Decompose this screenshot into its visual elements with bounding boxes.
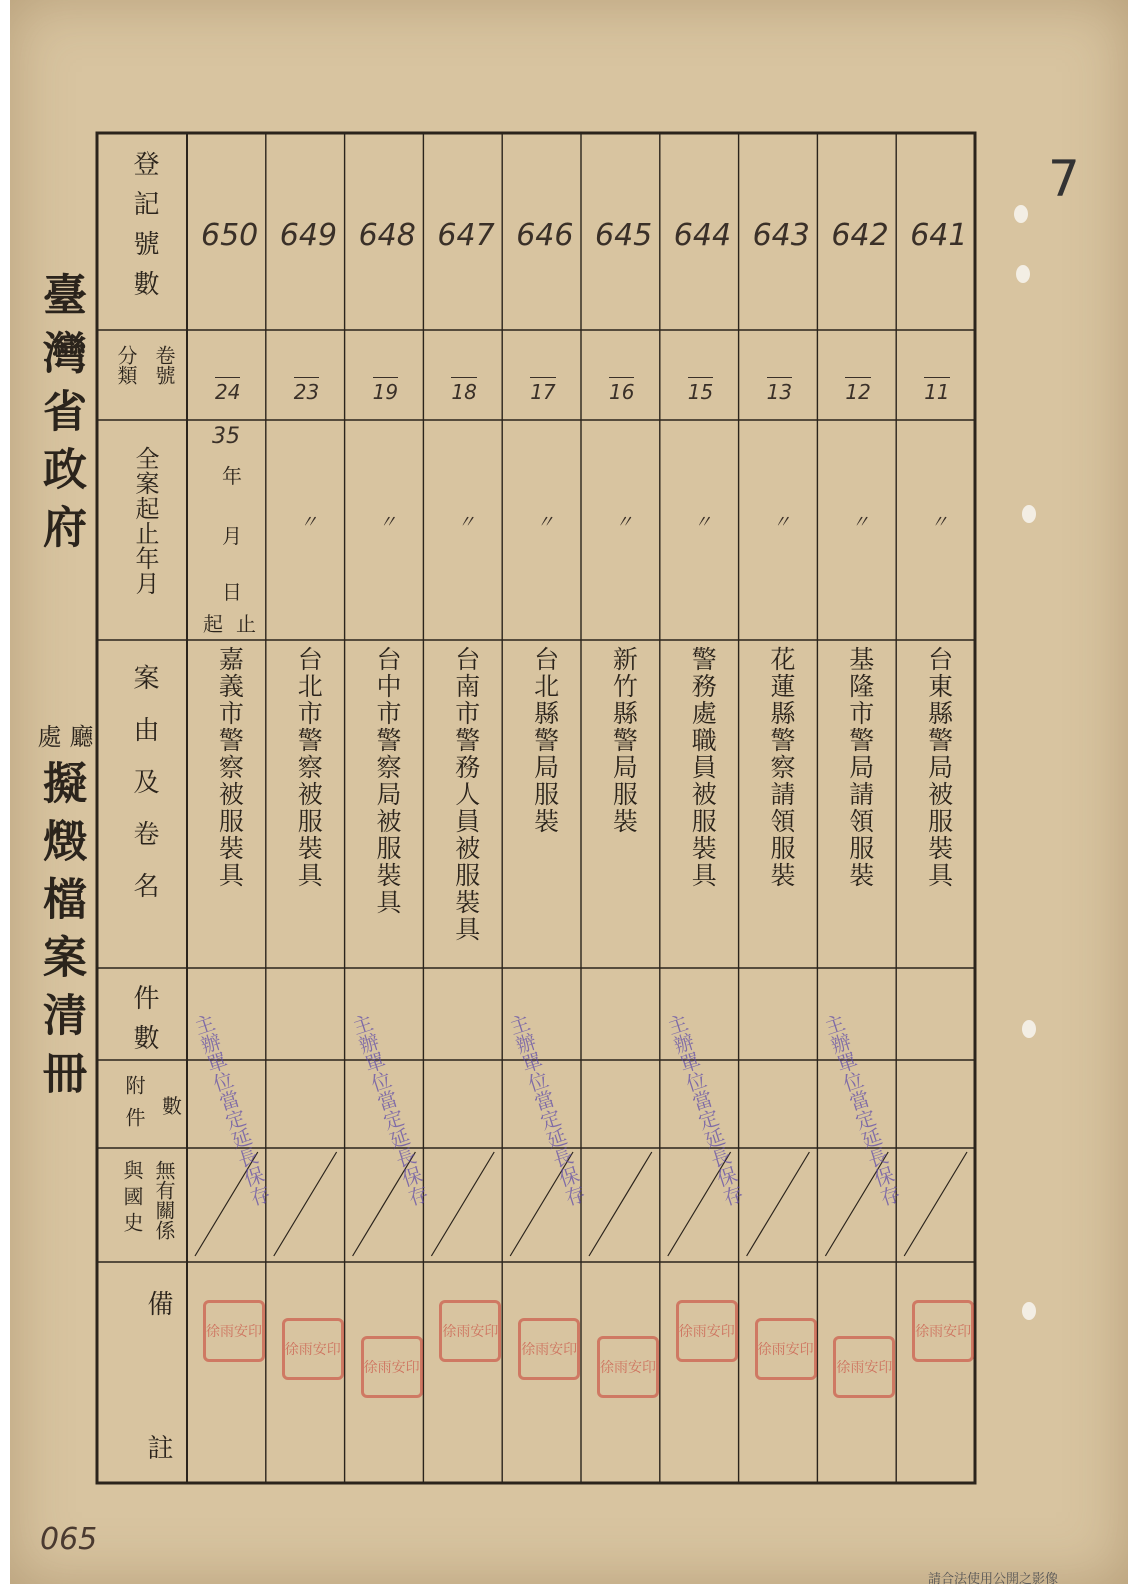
red-seal-stamp: 徐雨安印 bbox=[755, 1318, 817, 1380]
subject-text: 台北市警察被服裝具 bbox=[294, 646, 324, 889]
subject-text: 台南市警務人員被服裝具 bbox=[451, 646, 481, 943]
blue-retention-stamp: 主辦單位當定延長保存 bbox=[661, 1011, 747, 1209]
registration-no: 646 bbox=[516, 218, 574, 253]
date-ditto: 〃 bbox=[299, 512, 318, 533]
document-subtitle: 擬燬檔案清冊 bbox=[35, 760, 86, 1108]
volume-no: 23 bbox=[294, 377, 319, 404]
date-month-label: 月 bbox=[222, 524, 242, 548]
blue-retention-stamp: 主辦單位當定延長保存 bbox=[503, 1011, 589, 1209]
header-history-b: 無有關係 bbox=[152, 1160, 176, 1240]
subject-text: 新竹縣警局服裝 bbox=[609, 646, 639, 835]
header-subject: 案由及卷名 bbox=[129, 664, 159, 924]
dept-label-b: 處 bbox=[33, 724, 61, 748]
volume-no: 11 bbox=[924, 377, 949, 404]
date-ditto: 〃 bbox=[772, 512, 791, 533]
corner-mark: 7 bbox=[1048, 150, 1080, 208]
registration-no: 645 bbox=[595, 218, 653, 253]
header-remarks-b: 註 bbox=[143, 1434, 173, 1474]
registration-no: 648 bbox=[358, 218, 416, 253]
volume-no: 13 bbox=[767, 377, 792, 404]
registration-no: 641 bbox=[910, 218, 968, 253]
red-seal-stamp: 徐雨安印 bbox=[597, 1336, 659, 1398]
registration-no: 650 bbox=[201, 218, 259, 253]
subject-text: 台東縣警局被服裝具 bbox=[924, 646, 954, 889]
footer-notice: 請合法使用公開之影像 bbox=[928, 1572, 1059, 1587]
registration-no: 643 bbox=[752, 218, 810, 253]
header-registration-no: 登記號數 bbox=[129, 150, 159, 310]
subject-text: 台北縣警局服裝 bbox=[530, 646, 560, 835]
volume-no: 12 bbox=[845, 377, 870, 404]
header-count: 件數 bbox=[129, 984, 159, 1064]
date-ditto: 〃 bbox=[930, 512, 949, 533]
date-start-label: 起 bbox=[203, 612, 223, 636]
registration-no: 644 bbox=[673, 218, 732, 253]
subject-text: 花蓮縣警察請領服裝 bbox=[767, 646, 796, 889]
header-class-a: 分類 bbox=[114, 345, 138, 385]
volume-no: 24 bbox=[215, 377, 240, 404]
date-ditto: 〃 bbox=[693, 512, 712, 533]
header-class-b: 卷號 bbox=[152, 345, 176, 385]
blue-retention-stamp: 主辦單位當定延長保存 bbox=[188, 1011, 274, 1209]
red-seal-stamp: 徐雨安印 bbox=[518, 1318, 580, 1380]
dept-label-a: 廳 bbox=[65, 724, 93, 748]
subject-text: 警務處職員被服裝具 bbox=[688, 646, 718, 889]
volume-no: 19 bbox=[373, 377, 398, 404]
date-ditto: 〃 bbox=[536, 512, 555, 533]
registration-no: 649 bbox=[279, 218, 338, 253]
volume-no: 16 bbox=[609, 377, 634, 404]
date-ditto: 〃 bbox=[378, 512, 397, 533]
red-seal-stamp: 徐雨安印 bbox=[203, 1300, 265, 1362]
subject-text: 台中市警察局被服裝具 bbox=[373, 646, 402, 916]
date-end-label: 止 bbox=[236, 612, 256, 636]
header-remarks-a: 備 bbox=[143, 1290, 173, 1330]
red-seal-stamp: 徐雨安印 bbox=[361, 1336, 423, 1398]
date-day-label: 日 bbox=[222, 580, 242, 604]
header-history-a: 與國史 bbox=[120, 1160, 144, 1238]
date-ditto: 〃 bbox=[851, 512, 870, 533]
subject-text: 基隆市警局請領服裝 bbox=[845, 646, 875, 889]
red-seal-stamp: 徐雨安印 bbox=[676, 1300, 738, 1362]
blue-retention-stamp: 主辦單位當定延長保存 bbox=[346, 1011, 431, 1209]
red-seal-stamp: 徐雨安印 bbox=[912, 1300, 974, 1362]
subject-text: 嘉義市警察被服裝具 bbox=[215, 646, 245, 889]
volume-no: 15 bbox=[688, 377, 713, 404]
date-ditto: 〃 bbox=[457, 512, 476, 533]
header-attach-b: 數 bbox=[162, 1094, 182, 1118]
volume-no: 18 bbox=[451, 377, 476, 404]
volume-no: 17 bbox=[530, 377, 555, 404]
header-date-range: 全案起止年月 bbox=[131, 446, 159, 596]
header-attach-a: 附件 bbox=[122, 1075, 146, 1139]
date-ditto: 〃 bbox=[615, 512, 633, 533]
date-year-value: 35 bbox=[212, 424, 240, 449]
red-seal-stamp: 徐雨安印 bbox=[833, 1336, 895, 1398]
date-year-label: 年 bbox=[222, 464, 242, 488]
red-seal-stamp: 徐雨安印 bbox=[439, 1300, 501, 1362]
page-number: 065 bbox=[40, 1522, 98, 1557]
registration-no: 642 bbox=[831, 218, 889, 253]
document-title: 臺灣省政府 bbox=[35, 272, 86, 562]
registration-no: 647 bbox=[437, 218, 495, 253]
red-seal-stamp: 徐雨安印 bbox=[282, 1318, 344, 1380]
blue-retention-stamp: 主辦單位當定延長保存 bbox=[819, 1011, 904, 1209]
